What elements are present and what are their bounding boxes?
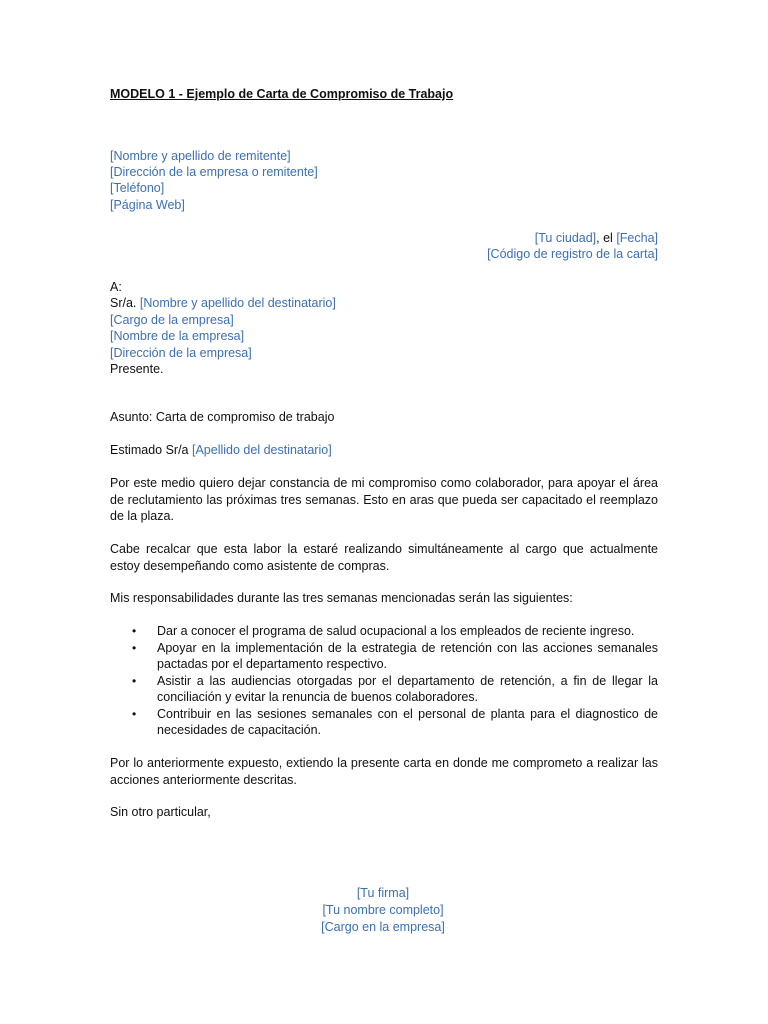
date-placeholder: [Fecha] <box>616 231 658 245</box>
body-paragraph-3: Mis responsabilidades durante las tres semanas mencionadas serán las siguientes: <box>110 591 573 605</box>
recipient-salutation <box>110 295 336 311</box>
recipient-company: [Nombre de la empresa] <box>110 329 245 343</box>
responsibilities-list <box>110 623 658 739</box>
signer-position: [Cargo en la empresa] <box>321 920 445 934</box>
salutation-prefix: Sr/a. <box>110 296 137 310</box>
recipient-address: [Dirección de la empresa] <box>110 346 252 360</box>
body-paragraph-2: Cabe recalcar que esta labor la estaré realizando simultáneamente al cargo que actualmente estoy desempeñando como asistente de compras. <box>110 542 658 573</box>
recipient-name: [Nombre y apellido del destinatario] <box>139 296 336 310</box>
list-item-text: Apoyar en la implementación de la estrategia de retención con las acciones semanales pactadas por el departamento respectivo. <box>157 640 658 671</box>
to-label: A: <box>110 280 122 294</box>
list-item-text: Asistir a las audiencias otorgadas por el departamento de retención, a fin de llegar la conciliación y evitar la renuncia de buenos colaboradores. <box>157 673 658 704</box>
date-connector: , el <box>596 231 617 245</box>
list-item-text: Contribuir en las sesiones semanales con el personal de planta para el diagnostico de necesidades de capacitación. <box>157 706 658 737</box>
greeting-prefix: Estimado Sr/a <box>110 443 189 457</box>
greeting <box>110 442 332 458</box>
signer-full-name: [Tu nombre completo] <box>322 903 444 917</box>
list-item <box>110 623 658 640</box>
document-title: MODELO 1 - Ejemplo de Carta de Compromiso de Trabajo <box>110 87 454 101</box>
city-placeholder: [Tu ciudad] <box>534 231 597 245</box>
list-item-text: Dar a conocer el programa de salud ocupacional a los empleados de reciente ingreso. <box>157 624 635 638</box>
sender-name: [Nombre y apellido de remitente] <box>110 149 291 163</box>
closing-text: Sin otro particular, <box>110 805 211 819</box>
list-item <box>110 640 658 673</box>
sender-address: [Dirección de la empresa o remitente] <box>110 165 318 179</box>
letter-code: [Código de registro de la carta] <box>487 247 658 261</box>
date-line <box>535 230 658 246</box>
signature-placeholder: [Tu firma] <box>356 886 410 900</box>
subject-line: Asunto: Carta de compromiso de trabajo <box>110 410 335 424</box>
recipient-position: [Cargo de la empresa] <box>110 313 234 327</box>
bullet-icon: • <box>132 706 137 721</box>
sender-phone: [Teléfono] <box>110 181 165 195</box>
recipient-surname: [Apellido del destinatario] <box>192 443 332 457</box>
presente-text: Presente. <box>110 362 164 376</box>
list-item <box>110 706 658 739</box>
body-paragraph-1: Por este medio quiero dejar constancia de mi compromiso como colaborador, para apoyar el área de reclutamiento las próximas tres semanas. Esto en aras que pueda ser capacitado el reemplazo de la plaza. <box>110 476 658 523</box>
sender-web: [Página Web] <box>110 198 185 212</box>
bullet-icon: • <box>132 673 137 688</box>
list-item <box>110 673 658 706</box>
body-paragraph-4: Por lo anteriormente expuesto, extiendo la presente carta en donde me comprometo a realizar las acciones anteriormente descritas. <box>110 756 658 787</box>
bullet-icon: • <box>132 624 137 638</box>
bullet-icon: • <box>132 640 137 655</box>
